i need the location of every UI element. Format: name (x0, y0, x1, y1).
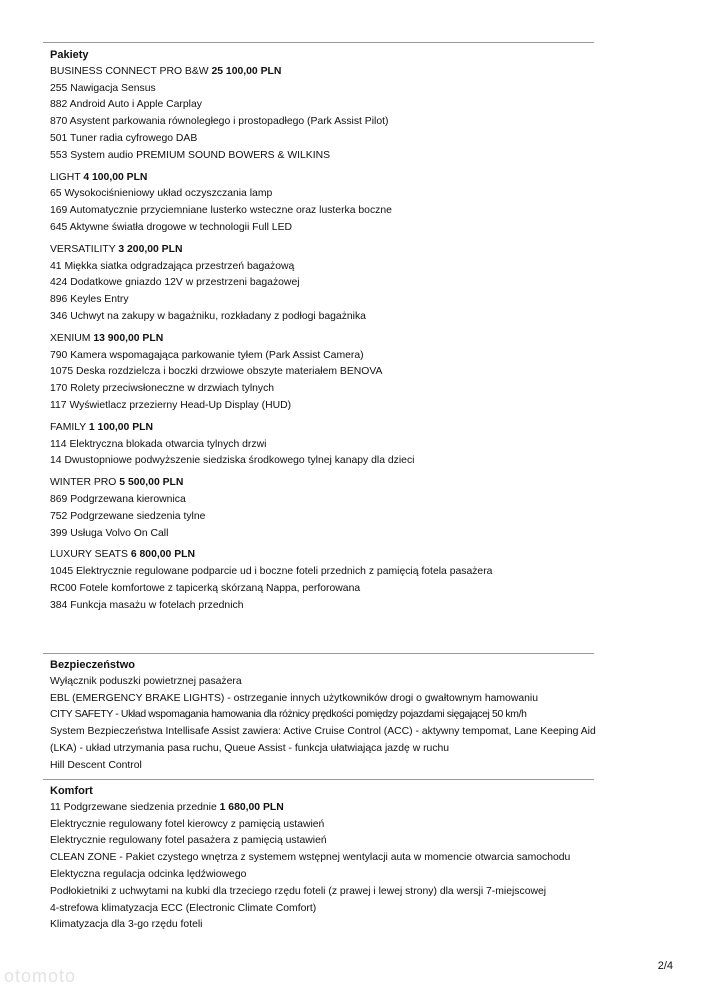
page-number: 2/4 (657, 960, 673, 972)
package-item: 424 Dodatkowe gniazdo 12V w przestrzeni bagażowej (50, 277, 300, 289)
feature-line: Klimatyzacja dla 3-go rzędu foteli (50, 919, 203, 931)
package-business-connect (50, 64, 598, 165)
package-item: 790 Kamera wspomagająca parkowanie tyłem (Park Assist Camera) (50, 349, 364, 361)
package-versatility (50, 242, 598, 326)
feature-line: Hill Descent Control (50, 759, 142, 771)
feature-line: System Bezpieczeństwa Intellisafe Assist zawiera: Active Cruise Control (ACC) - aktywny tempomat, Lane Keeping Aid (LKA) - układ utrzymania pasa ruchu, Queue Assist - funkcja ułatwiająca jazdę w ruchu (50, 726, 596, 754)
package-item: 41 Miękka siatka odgradzająca przestrzeń bagażową (50, 260, 295, 272)
package-item: 896 Keyles Entry (50, 294, 129, 306)
package-header (50, 547, 598, 564)
section-pakiety (50, 47, 598, 615)
package-item: 255 Nawigacja Sensus (50, 82, 156, 94)
section-title: Komfort (50, 785, 93, 797)
package-price: 6 800,00 PLN (130, 549, 195, 561)
package-price: 1 100,00 PLN (88, 421, 154, 433)
feature-price: 1 680,00 PLN (219, 801, 284, 813)
package-item: 346 Uchwyt na zakupy w bagażniku, rozkładany z podłogi bagażnika (50, 310, 366, 322)
section-divider (43, 779, 594, 780)
package-price: 13 900,00 PLN (93, 332, 164, 344)
package-item: 870 Asystent parkowania równoległego i prostopadłego (Park Assist Pilot) (50, 116, 389, 128)
package-header (50, 420, 598, 437)
package-name: WINTER PRO (50, 477, 117, 489)
package-name: VERSATILITY (50, 243, 116, 255)
feature-line: CITY SAFETY - Układ wspomagania hamowania dla różnicy prędkości pomiędzy pojazdami sięgającej 50 km/h (50, 709, 527, 721)
section-divider (43, 653, 594, 654)
package-price: 5 500,00 PLN (119, 477, 184, 489)
package-name: FAMILY (50, 421, 86, 433)
feature-text: 11 Podgrzewane siedzenia przednie (50, 801, 217, 813)
package-item: 399 Usługa Volvo On Call (50, 527, 169, 539)
package-price: 3 200,00 PLN (118, 243, 183, 255)
package-item: 869 Podgrzewana kierownica (50, 493, 186, 505)
package-header (50, 64, 598, 81)
package-name: XENIUM (50, 332, 91, 344)
feature-line: Elektyczna regulacja odcinka lędźwiowego (50, 868, 247, 880)
package-item: 169 Automatycznie przyciemniane lusterko wsteczne oraz lusterka boczne (50, 205, 392, 217)
section-title: Pakiety (50, 49, 89, 61)
package-xenium (50, 331, 598, 415)
feature-line: 4-strefowa klimatyzacja ECC (Electronic Climate Comfort) (50, 902, 317, 914)
package-item: 645 Aktywne światła drogowe w technologii Full LED (50, 221, 292, 233)
package-header (50, 475, 598, 492)
package-item: 384 Funkcja masażu w fotelach przednich (50, 599, 244, 611)
package-item: 882 Android Auto i Apple Carplay (50, 99, 202, 111)
package-item: 14 Dwustopniowe podwyższenie siedziska środkowego tylnej kanapy dla dzieci (50, 455, 415, 467)
package-header (50, 242, 598, 259)
feature-line: Wyłącznik poduszki powietrznej pasażera (50, 675, 242, 687)
package-price: 4 100,00 PLN (83, 171, 148, 183)
package-item: 170 Rolety przeciwsłoneczne w drzwiach tylnych (50, 383, 275, 395)
section-divider (43, 42, 594, 43)
package-family (50, 420, 598, 470)
package-name: LUXURY SEATS (50, 549, 128, 561)
package-price: 25 100,00 PLN (211, 65, 282, 77)
package-name: LIGHT (50, 171, 81, 183)
watermark-logo: otomoto (4, 966, 77, 986)
package-item: 1045 Elektrycznie regulowane podparcie ud i boczne foteli przednich z pamięcią fotela pasażera (50, 566, 493, 578)
package-item: 114 Elektryczna blokada otwarcia tylnych drzwi (50, 438, 267, 450)
package-item: 117 Wyświetlacz przezierny Head-Up Display (HUD) (50, 399, 292, 411)
feature-line: Podłokietniki z uchwytami na kubki dla trzeciego rzędu foteli (z prawej i lewej strony) dla wersji 7-miejscowej (50, 885, 547, 897)
package-header (50, 331, 598, 348)
package-item: 501 Tuner radia cyfrowego DAB (50, 132, 198, 144)
feature-line: EBL (EMERGENCY BRAKE LIGHTS) - ostrzeganie innych użytkowników drogi o gwałtownym hamowaniu (50, 692, 538, 704)
package-item: 65 Wysokociśnieniowy układ oczyszczania lamp (50, 188, 273, 200)
package-item: 1075 Deska rozdzielcza i boczki drzwiowe obszyte materiałem BENOVA (50, 366, 383, 378)
feature-line: CLEAN ZONE - Pakiet czystego wnętrza z systemem wstępnej wentylacji auta w momencie otwarcia samochodu (50, 852, 571, 864)
package-header (50, 170, 598, 187)
package-winter-pro (50, 475, 598, 542)
section-bezpieczenstwo (50, 657, 598, 775)
feature-line (50, 800, 598, 817)
feature-line: Elektrycznie regulowany fotel pasażera z pamięcią ustawień (50, 835, 327, 847)
package-name: BUSINESS CONNECT PRO B&W (50, 65, 209, 77)
section-komfort (50, 783, 598, 934)
package-light (50, 170, 598, 237)
section-title: Bezpieczeństwo (50, 659, 135, 671)
package-item: 752 Podgrzewane siedzenia tylne (50, 510, 206, 522)
package-item: RC00 Fotele komfortowe z tapicerką skórzaną Nappa, perforowana (50, 582, 361, 594)
feature-line: Elektrycznie regulowany fotel kierowcy z pamięcią ustawień (50, 818, 325, 830)
package-luxury-seats (50, 547, 598, 614)
package-item: 553 System audio PREMIUM SOUND BOWERS & WILKINS (50, 149, 331, 161)
